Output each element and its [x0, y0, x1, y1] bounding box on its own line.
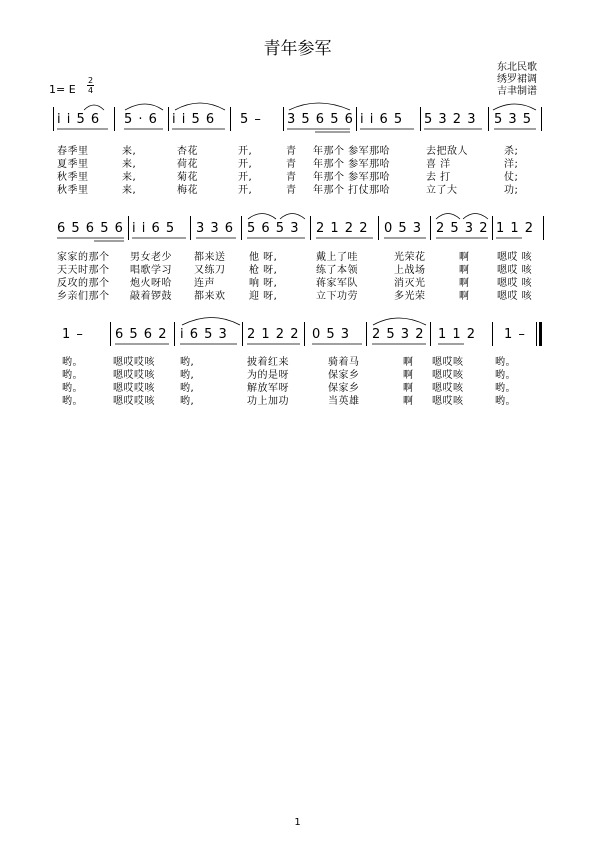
lyric: 男女老少	[130, 252, 172, 263]
slur	[436, 214, 460, 220]
lyric: 枪 呀,	[249, 265, 278, 276]
lyric: 嗯哎 咳	[497, 265, 533, 276]
lyric: 仗;	[504, 172, 519, 183]
slur	[175, 103, 225, 110]
measure-notes: 6 5 6 2	[115, 327, 168, 342]
lyric: 哟。	[62, 383, 83, 394]
lyric: 为的是呀	[247, 370, 289, 381]
lyric: 蒋家军队	[316, 278, 358, 289]
lyric: 上战场	[394, 265, 426, 276]
measure-notes: 1 1 2	[438, 327, 477, 342]
measure-notes: 5 –	[240, 112, 262, 127]
slur	[125, 104, 163, 110]
measure-notes: 5 3 2 3	[424, 112, 477, 127]
song-title: 青年参军	[263, 39, 332, 59]
lyric: 哟,	[180, 370, 195, 381]
lyric: 来,	[122, 146, 137, 157]
lyric: 来,	[122, 185, 137, 196]
tune-label: 绣罗裙调	[497, 74, 537, 85]
slur	[289, 103, 350, 110]
genre-label: 东北民歌	[497, 62, 537, 73]
lyric: 功上加功	[247, 396, 289, 407]
lyric: 嗯哎 咳	[497, 291, 533, 302]
lyric: 哟。	[62, 357, 83, 368]
slur	[248, 214, 276, 220]
lyric: 保家乡	[328, 383, 360, 394]
lyric: 开,	[238, 146, 253, 157]
lyric: 嗯哎咳	[432, 357, 464, 368]
measure-notes: 6 5 6 5 6	[57, 221, 124, 236]
lyric: 喜 洋	[426, 159, 451, 170]
lyric: 嗯哎哎咳	[113, 383, 155, 394]
lyric: 青	[286, 172, 297, 183]
arranger-label: 吉聿制谱	[497, 86, 537, 97]
lyric: 哟,	[180, 357, 195, 368]
lyric: 哟。	[495, 357, 516, 368]
lyric: 去 打	[426, 172, 451, 183]
lyric: 啊	[459, 252, 470, 263]
lyric: 炮火呀哈	[130, 278, 172, 289]
measure-notes: 1 –	[62, 327, 84, 342]
lyric: 嗯哎哎咳	[113, 396, 155, 407]
lyric: 迎 呀,	[249, 291, 278, 302]
lyric: 解放军呀	[247, 383, 289, 394]
lyric: 嗯哎哎咳	[113, 370, 155, 381]
lyric: 开,	[238, 185, 253, 196]
beams	[57, 129, 536, 344]
lyric: 哟,	[180, 396, 195, 407]
lyric: 荷花	[177, 159, 198, 170]
lyric: 戴上了哇	[316, 252, 358, 263]
lyric: 夏季里	[57, 159, 89, 170]
lyric: 都来欢	[194, 291, 226, 302]
lyric: 年那个 参军那哈	[313, 172, 391, 183]
lyric: 青	[286, 159, 297, 170]
key-signature: 1= E	[49, 83, 76, 96]
lyric: 啊	[403, 357, 414, 368]
measure-notes: i i 6 5	[360, 112, 404, 127]
lyric: 他 呀,	[249, 252, 278, 263]
lyric: 立了大	[426, 185, 458, 196]
lyric: 又练刀	[194, 265, 226, 276]
measure-notes: 3 5 6 5 6	[287, 112, 354, 127]
lyric: 开,	[238, 159, 253, 170]
lyric: 杀;	[504, 146, 519, 157]
lyric: 消灭光	[394, 278, 426, 289]
slur	[84, 105, 104, 110]
lyric: 保家乡	[328, 370, 360, 381]
lyric: 嗯哎咳	[432, 370, 464, 381]
page-number: 1	[294, 817, 301, 828]
lyric: 啊	[459, 278, 470, 289]
lyric: 都来送	[194, 252, 226, 263]
measure-notes: 2 1 2 2	[316, 221, 369, 236]
lyric: 来,	[122, 159, 137, 170]
measure-notes: 0 5 3	[312, 327, 351, 342]
lyric: 来,	[122, 172, 137, 183]
slur	[182, 318, 240, 326]
lyric: 哟。	[495, 370, 516, 381]
slurs	[84, 103, 536, 325]
lyric: 连声	[194, 278, 215, 289]
lyric: 秋季里	[57, 172, 89, 183]
lyric: 嗯哎咳	[432, 383, 464, 394]
measure-notes: i i 5 6	[57, 112, 101, 127]
lyric: 骑着马	[328, 357, 360, 368]
lyric: 啊	[403, 396, 414, 407]
lyric: 光荣花	[394, 252, 426, 263]
lyric: 啊	[403, 370, 414, 381]
lyric: 年那个 参军那哈	[313, 159, 391, 170]
lyric: 青	[286, 185, 297, 196]
lyric: 嗯哎咳	[432, 396, 464, 407]
measure-notes: 5 6 5 3	[247, 221, 300, 236]
measure-notes: 2 5 3 2	[372, 327, 425, 342]
measure-notes: i i 6 5	[132, 221, 176, 236]
lyric: 梅花	[177, 185, 198, 196]
lyric: 功;	[504, 185, 519, 196]
slur	[280, 214, 305, 220]
lyric: 哟,	[180, 383, 195, 394]
lyric: 哟。	[495, 396, 516, 407]
lyric: 洋;	[504, 159, 519, 170]
lyric: 唱歌学习	[130, 265, 172, 276]
measure-notes: 3 3 6	[196, 221, 235, 236]
lyric: 反攻的那个	[57, 278, 110, 289]
measure-notes: 0 5 3	[384, 221, 423, 236]
measure-notes: 1 –	[504, 327, 526, 342]
lyric: 啊	[403, 383, 414, 394]
measure-notes: 5 · 6	[124, 112, 158, 127]
measure-notes: 5 3 5	[494, 112, 533, 127]
time-signature-bottom: 4	[87, 86, 94, 95]
lyric: 青	[286, 146, 297, 157]
measure-notes: 2 1 2 2	[247, 327, 300, 342]
slur	[373, 318, 426, 325]
lyric: 乡亲们那个	[57, 291, 110, 302]
lyric: 啊	[459, 265, 470, 276]
lyric: 去把敌人	[426, 146, 468, 157]
lyric: 嗯哎 咳	[497, 252, 533, 263]
lyric: 开,	[238, 172, 253, 183]
lyric: 多光荣	[394, 291, 426, 302]
lyric: 响 呀,	[249, 278, 278, 289]
lyric: 练了本领	[316, 265, 358, 276]
lyric: 年那个 打仗那哈	[313, 185, 391, 196]
lyric: 秋季里	[57, 185, 89, 196]
measure-notes: i i 5 6	[172, 112, 216, 127]
lyric: 哟。	[62, 396, 83, 407]
lyric: 嗯哎 咳	[497, 278, 533, 289]
lyric: 家家的那个	[57, 252, 110, 263]
lyric: 立下功劳	[316, 291, 358, 302]
measure-notes: i 6 5 3	[180, 327, 228, 342]
lyric: 啊	[459, 291, 470, 302]
lyric: 菊花	[177, 172, 198, 183]
lyric: 当英雄	[328, 396, 360, 407]
measure-notes: 2 5 3 2	[436, 221, 489, 236]
slur	[463, 214, 488, 220]
lyric: 哟。	[62, 370, 83, 381]
measure-notes: 1 1 2	[496, 221, 535, 236]
slur	[493, 104, 536, 110]
lyric: 披着红来	[247, 357, 289, 368]
lyric: 哟。	[495, 383, 516, 394]
lyric: 杏花	[177, 146, 198, 157]
lyric: 嗯哎哎咳	[113, 357, 155, 368]
lyric: 敲着锣鼓	[130, 291, 172, 302]
lyric: 春季里	[57, 146, 89, 157]
time-signature-top: 2	[87, 76, 94, 85]
lyric: 天天时那个	[57, 265, 110, 276]
lyric: 年那个 参军那哈	[313, 146, 391, 157]
